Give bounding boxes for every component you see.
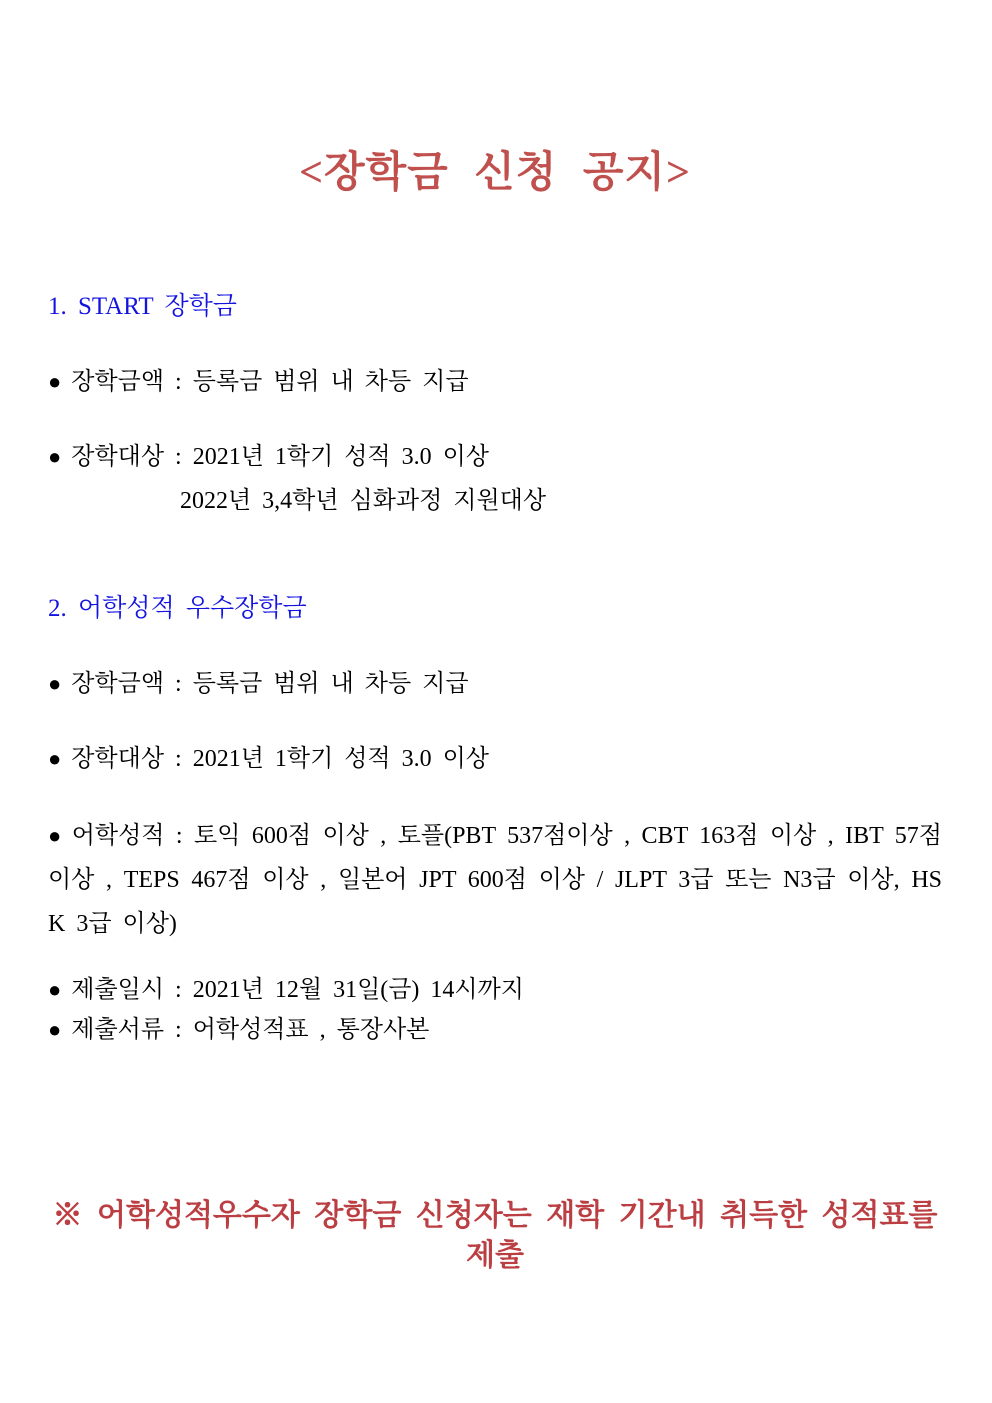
bullet-icon: ● (48, 746, 62, 771)
submission-info-block (48, 970, 942, 1050)
bullet-item-scholarship-target-1 (48, 442, 942, 516)
bullet-text: 장학금액 : 등록금 범위 내 차등 지급 (71, 369, 469, 395)
bullet-icon: ● (48, 671, 62, 696)
bullet-icon: ● (48, 823, 62, 848)
page-title: <장학금 신청 공지> (299, 150, 691, 196)
bullet-text: 장학대상 : 2021년 1학기 성적 3.0 이상 (71, 746, 489, 772)
bullet-item-submission-documents (48, 1010, 942, 1050)
bullet-text: 제출일시 : 2021년 12월 31일(금) 14시까지 (71, 977, 524, 1003)
bullet-icon: ● (48, 977, 62, 1002)
bullet-text: 어학성적 : 토익 600점 이상 , 토플(PBT 537점이상 , CBT 163점 이상 , IBT 57점 이상 , TEPS 467점 이상 , 일본어 JPT 600점 이상 / JLPT 3급 또는 N3급 이상, HSK 3급 이상) (48, 823, 942, 937)
bullet-icon: ● (48, 369, 62, 394)
bullet-item-scholarship-target-2 (48, 744, 942, 774)
bullet-item-scholarship-amount-1 (48, 367, 942, 397)
bullet-text: 제출서류 : 어학성적표 , 통장사본 (71, 1017, 430, 1043)
bullet-item-submission-deadline (48, 970, 942, 1010)
bullet-text-continuation: 2022년 3,4학년 심화과정 지원대상 (180, 488, 547, 514)
bullet-icon: ● (48, 444, 62, 469)
bullet-item-language-scores (48, 814, 942, 946)
bullet-text: 장학대상 : 2021년 1학기 성적 3.0 이상 (71, 444, 489, 470)
bullet-item-scholarship-amount-2 (48, 669, 942, 699)
section-1-heading: 1. START 장학금 (48, 293, 237, 320)
bullet-icon: ● (48, 1017, 62, 1042)
section-2-heading: 2. 어학성적 우수장학금 (48, 595, 307, 622)
bullet-text: 장학금액 : 등록금 범위 내 차등 지급 (71, 671, 469, 697)
footer-note: ※ 어학성적우수자 장학금 신청자는 재학 기간내 취득한 성적표를 제출 (52, 1199, 938, 1272)
